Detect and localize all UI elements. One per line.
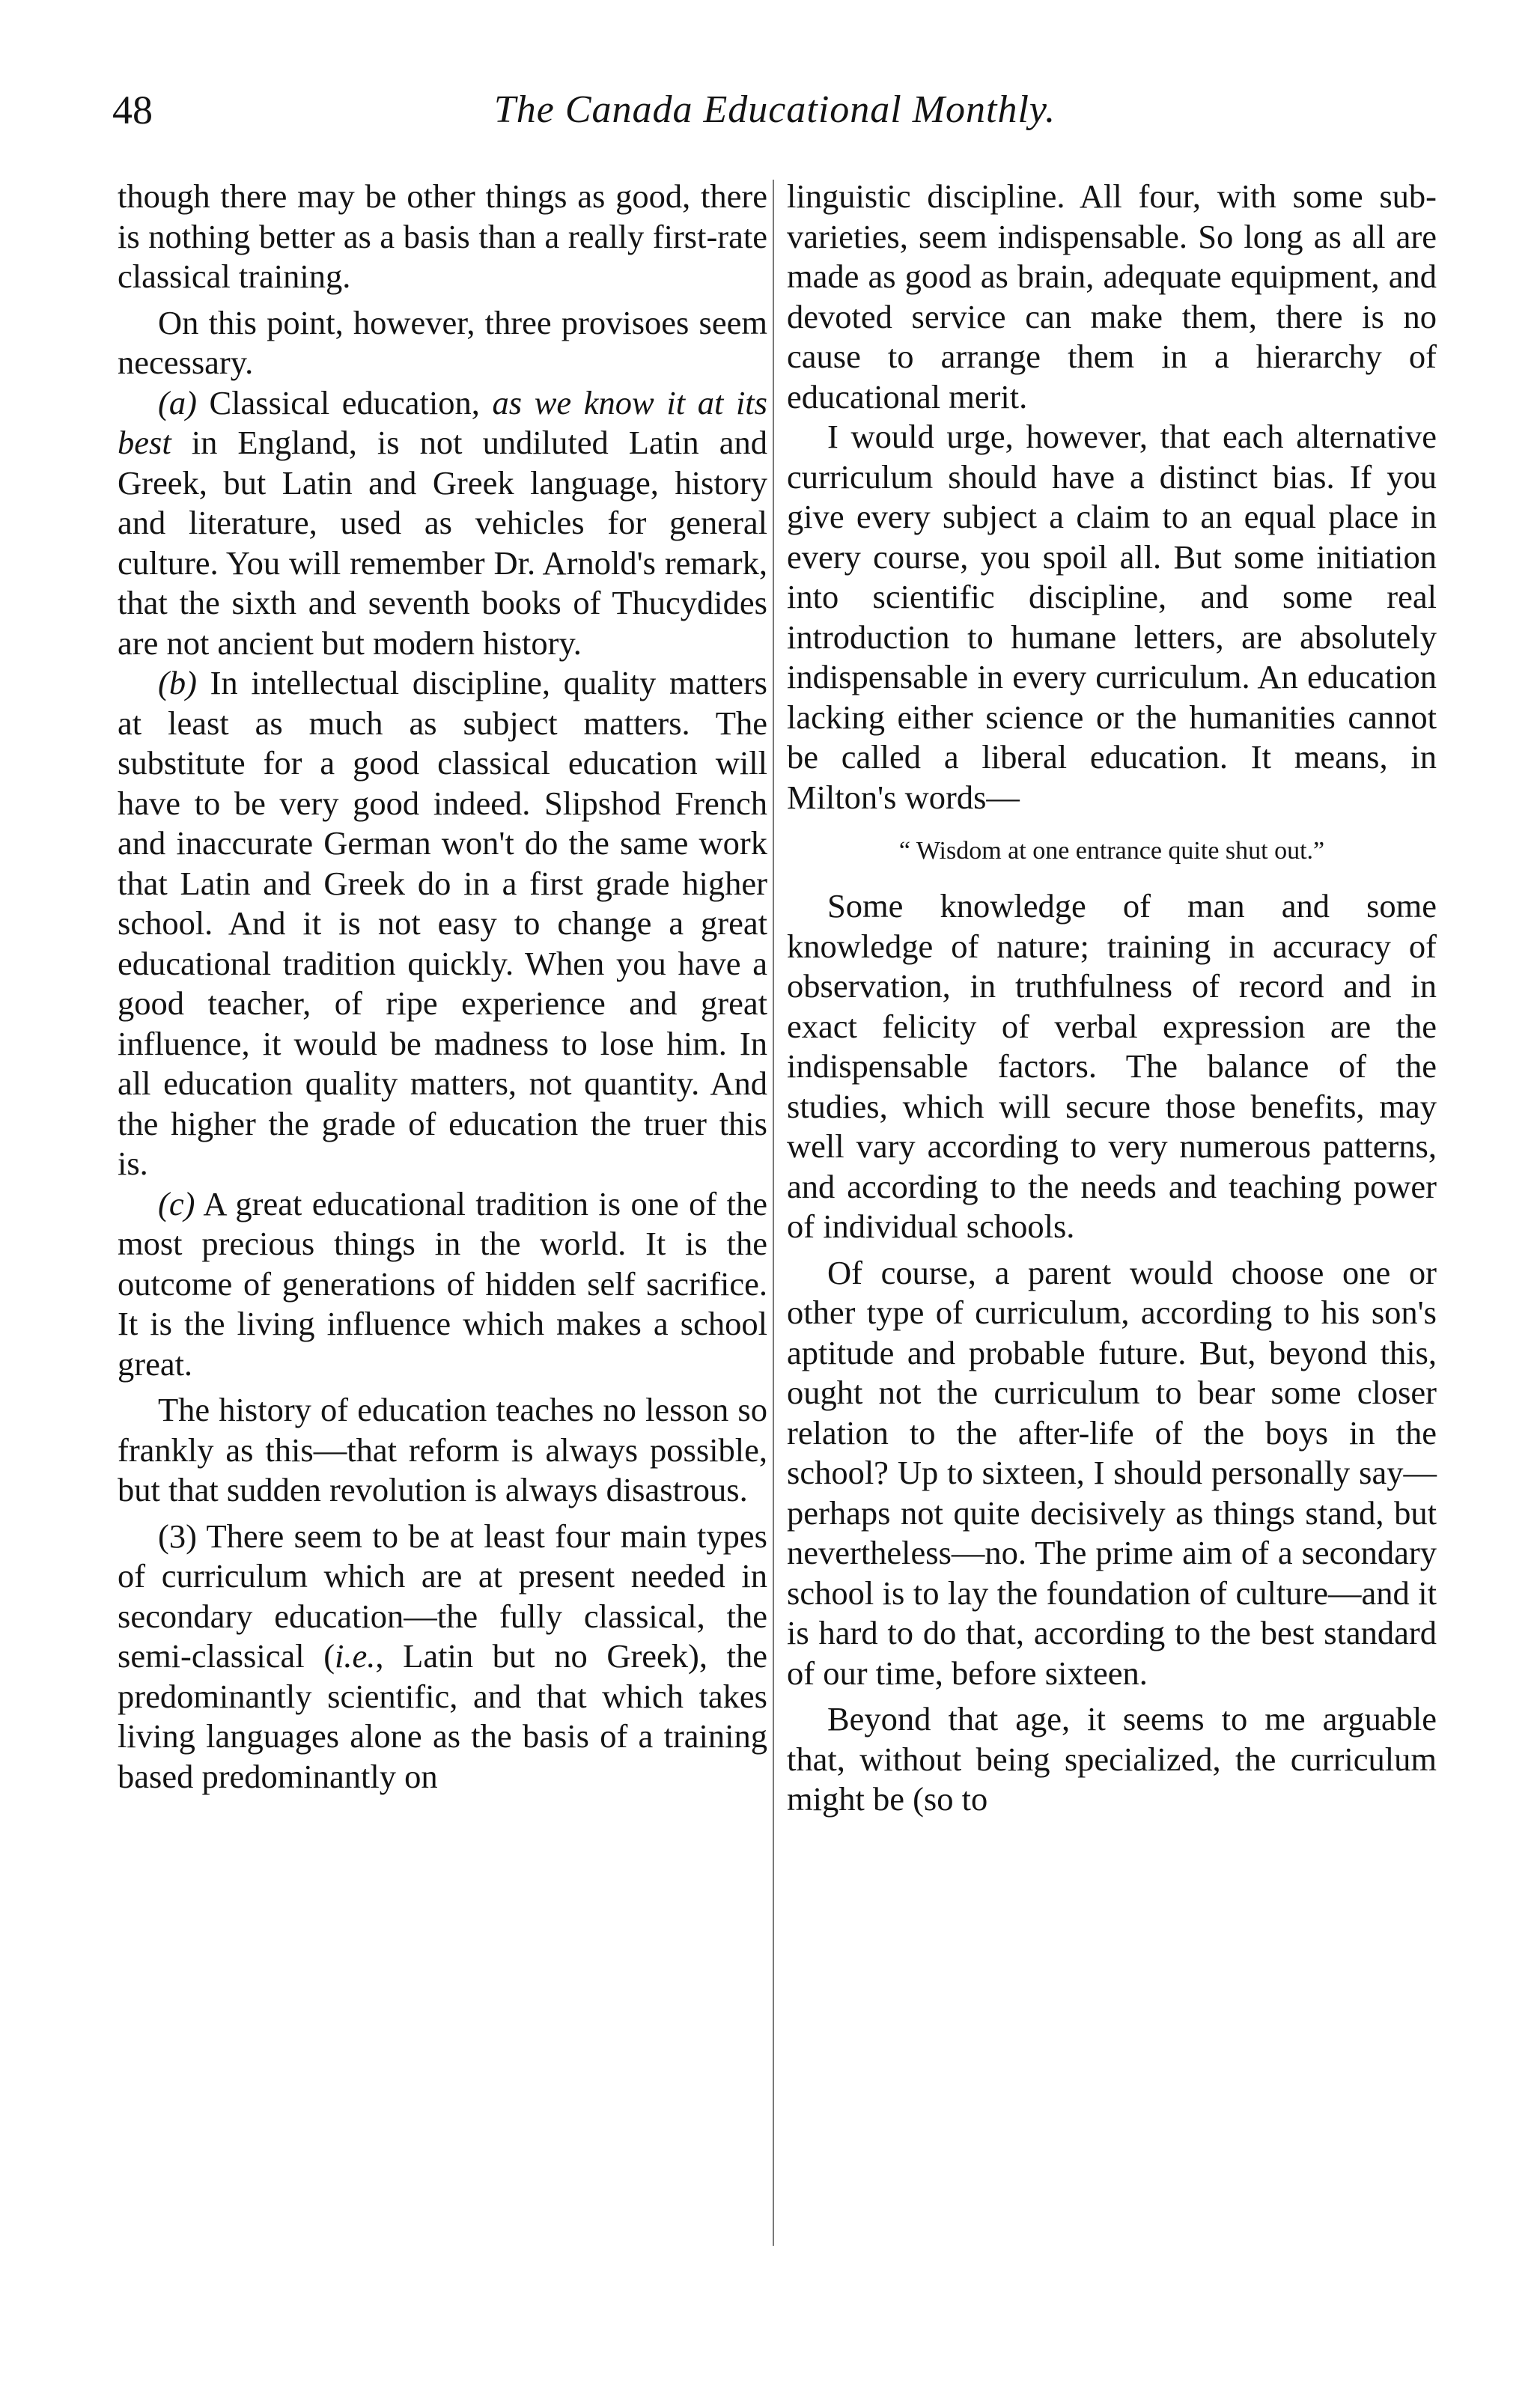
- paragraph-text: (3) There seem to be at least four main types of curriculum which are at present needed in secondary education—the fully classical, the semi-classical (: [118, 1517, 767, 1675]
- running-title: The Canada Educational Monthly.: [493, 88, 1056, 131]
- paragraph: [118, 1184, 767, 1385]
- right-column: [787, 177, 1437, 1820]
- paragraph: linguistic discipline. All four, with some sub-varieties, seem indispensable. So long as all are made as good as brain, adequate equipment, and devoted service can make them, there is no cause to arrange them in a hierarchy of educational merit.: [787, 177, 1437, 415]
- paragraph: I would urge, however, that each alternative curriculum should have a distinct bias. If you give every subject a claim to an equal place in every course, you spoil all. But some initiation into scientific discipline, and some real introduction to humane letters, are absolutely indispensable in every curriculum. An education lacking either science or the humanities cannot be called a liberal education. It means, in Milton's words—: [787, 418, 1437, 816]
- clause-label: (b): [158, 664, 197, 701]
- paragraph: Some knowledge of man and some knowledge of nature; training in accuracy of observation, in truthfulness of record and in exact felicity of verbal expression are the indispensable factors. The balance of the studies, which will secure those benefits, may well vary according to very numerous patterns, and according to the needs and teaching power of individual schools.: [787, 887, 1437, 1245]
- paragraph-text: in England, is not undiluted Latin and Greek, but Latin and Greek language, history and literature, used as vehicles for general culture. You will remember Dr. Arnold's remark, that the sixth and seventh books of Thucydides are not ancient but modern history.: [118, 424, 767, 662]
- paragraph: On this point, however, three provisoes seem necessary.: [118, 303, 767, 381]
- column-divider: [773, 180, 774, 2246]
- page-number: 48: [112, 88, 153, 133]
- paragraph-text: Classical education,: [196, 383, 493, 421]
- paragraph: Beyond that age, it seems to me arguable that, without being specialized, the curriculum might be (so to: [787, 1700, 1437, 1818]
- clause-label: (c): [158, 1184, 195, 1222]
- clause-label: (a): [158, 383, 197, 421]
- paragraph-text: In intellectual discipline, quality matters at least as much as subject matters. The substitute for a good classical education will have to be very good indeed. Slipshod French and inaccurate German won't do the same work that Latin and Greek do in a first grade higher school. And it is not easy to change a great educational tradition quickly. When you have a good teacher, of ripe experience and great influence, it would be madness to lose him. In all education quality matters, not quantity. And the higher the grade of education the truer this is.: [118, 664, 767, 1182]
- italic-phrase: as we know it at its best: [118, 383, 767, 461]
- left-column: [118, 177, 767, 1797]
- page-header: [112, 84, 1437, 136]
- block-quote: “ Wisdom at one entrance quite shut out.”: [898, 837, 1325, 865]
- paragraph: [118, 1517, 767, 1797]
- paragraph: [118, 663, 767, 1184]
- italic-phrase: i.e.: [335, 1637, 376, 1675]
- paragraph-text: A great educational tradition is one of the most precious things in the world. It is the outcome of generations of hidden self sacrifice. It is the living influence which makes a school great.: [118, 1184, 767, 1383]
- paragraph-text: , Latin but no Greek), the predominantly scientific, and that which takes living languages alone as the basis of a training based predominantly on: [118, 1637, 767, 1795]
- paragraph: though there may be other things as good, there is nothing better as a basis than a really first-rate classical training.: [118, 177, 767, 295]
- paragraph: Of course, a parent would choose one or other type of curriculum, according to his son's aptitude and probable future. But, beyond this, ought not the curriculum to bear some closer relation to the after-life of the boys in the school? Up to sixteen, I should personally say—perhaps not quite decisively as things stand, but nevertheless—no. The prime aim of a secondary school is to lay the foundation of culture—and it is hard to do that, according to the best standard of our time, before sixteen.: [787, 1253, 1437, 1692]
- paragraph: [118, 383, 767, 664]
- paragraph: The history of education teaches no lesson so frankly as this—that reform is always possible, but that sudden revolution is always disastrous.: [118, 1391, 767, 1508]
